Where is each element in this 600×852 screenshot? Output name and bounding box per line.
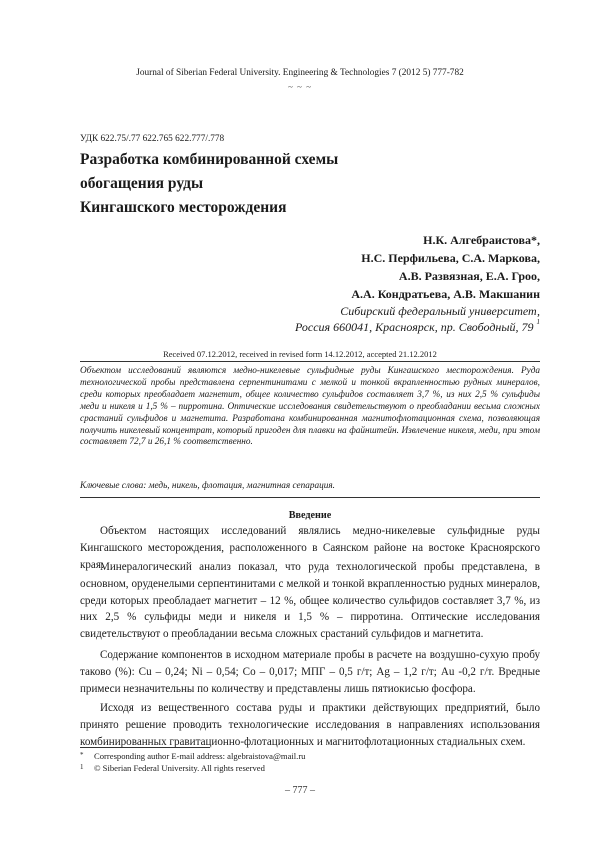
author-line-1: Н.К. Алгебраистова*, [423,233,540,247]
author-line-3: А.В. Развязная, Е.А. Гроо, [398,269,540,283]
footnote-1 [80,751,305,761]
author-line-2: Н.С. Перфильева, С.А. Маркова, [361,251,540,265]
footnote-1-text: Corresponding author E-mail address: algebraistova@mail.ru [94,751,306,761]
author-line-4: А.А. Кондратьева, А.В. Макшанин [351,287,540,301]
abstract-top-rule [80,361,540,362]
header-ornament: ~ ~ ~ [287,82,313,92]
body-paragraph-3-text: Содержание компонентов в исходном материале пробы в расчете на воздушно-сухую пробу таково (%): Cu – 0,24; Ni – 0,54; Co – 0,017; МПГ – 0,5 г/т; Ag – 1,2 г/т; Au -0,2 г/т. Вредные примеси незначительны по количеству и представлены лишь пятиокисью фосфора. [80,649,540,695]
footnote-2-mark: 1 [80,763,84,771]
affiliation-line-2 [295,320,540,335]
footnote-2-text: © Siberian Federal University. All rights reserved [94,763,265,773]
body-paragraph-2-text: Минералогический анализ показал, что руда технологической пробы представлена, в основном, оруденелыми серпентинитами с мелкой и тонкой вкрапленностью рудных минералов, среди которых преобладает магнетит – 12 %, общее количество сульфидов составляет 3,7 %, из них 2,5 % сульфиды меди и никеля и 1,5 % – пирротина. Оптические исследования свидетельствуют о преобладании весьма сложных срастаний сульфидов и магнетита. [80,561,540,641]
footnote-2 [80,763,265,773]
body-paragraph-2 [80,559,540,643]
affiliation-line-1: Сибирский федеральный университет, [340,304,540,318]
affiliation-address: Россия 660041, Красноярск, пр. Свободный, 79 [295,320,534,334]
footnote-1-mark: * [80,751,84,759]
keywords: Ключевые слова: медь, никель, флотация, магнитная сепарация. [80,481,335,491]
body-paragraph-3 [80,647,540,697]
title-line-1: Разработка комбинированной схемы [80,151,339,168]
body-paragraph-1-text: Объектом настоящих исследований являлись медно-никелевые сульфидные руды Кингашского месторождения, расположенного в Саянском районе на востоке Красноярского края. [80,525,540,571]
page-number: – 777 – [285,785,315,796]
body-paragraph-4-text: Исходя из вещественного состава руды и практики действующих предприятий, было принято решение проводить технологические исследования в направлениях использования комбинированных гравитационно-флотационных и магнитофлотационных стадиальных схем. [80,702,540,748]
journal-header: Journal of Siberian Federal University. Engineering & Technologies 7 (2012 5) 777-782 [136,68,464,78]
abstract-bottom-rule [80,497,540,498]
udc-code: УДК 622.75/.77 622.765 622.777/.778 [80,134,225,144]
footnote-rule [80,747,210,748]
title-line-3: Кингашского месторождения [80,199,287,216]
section-heading-intro: Введение [288,510,332,521]
affiliation-mark: 1 [536,318,540,326]
received-dates: Received 07.12.2012, received in revised form 14.12.2012, accepted 21.12.2012 [163,349,437,359]
abstract-text: Объектом исследований являются медно-никелевые сульфидные руды Кингашского месторождения. Руда технологической пробы представлена серпентинитами с мелкой и тонкой вкрапленностью рудных минералов, среди которых преобладает магнетит, общее количество сульфидов составляет 3,7 %, из них 2,5 % сульфиды меди и никеля и 1,5 % – пирротина. Оптические исследования свидетельствуют о преобладании весьма сложных срастаний сульфидов и магнетита. Разработана комбинированная магнитофлотационная схема, позволяющая получить никелевый концентрат, который пригоден для плавки на файнштейн. Извлечение никеля, меди, при этом составляет 72,7 и 26,1 % соответственно. [80,366,540,448]
body-paragraph-4 [80,700,540,750]
title-line-2: обогащения руды [80,175,204,192]
